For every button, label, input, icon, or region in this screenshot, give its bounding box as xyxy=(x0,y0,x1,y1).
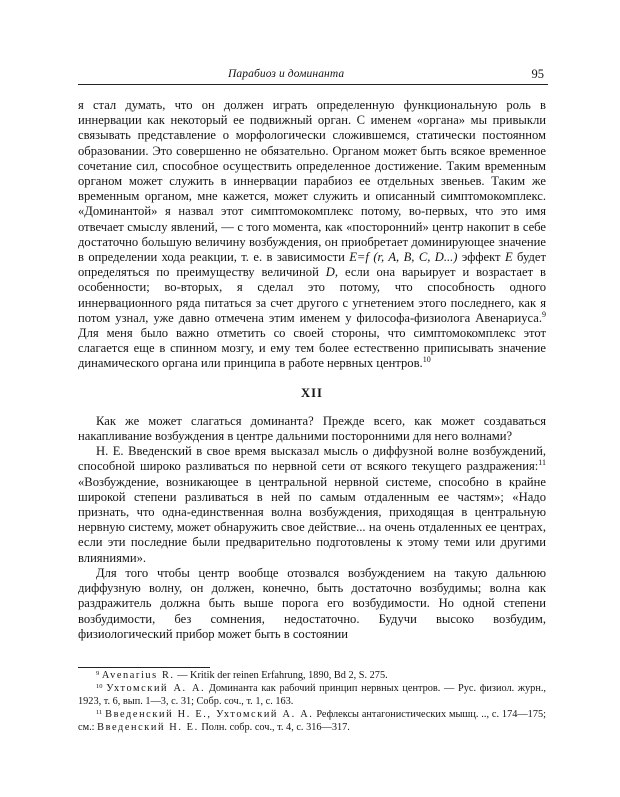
footnote-10 xyxy=(78,682,546,708)
footnote-text: Доминанта как рабочий принцип нервных центров. — Рус. физиол. журн., 1923, т. 6, вып. 1—3, с. 31; Собр. соч., т. 1, с. 163. xyxy=(78,683,546,707)
formula: E=f (r, A, B, C, D...) xyxy=(349,250,458,265)
footnote-11 xyxy=(78,708,546,734)
footnote-number: 9 xyxy=(96,670,100,677)
paragraph-text: Н. Е. Введенский в свое время высказал мысль о диффузной волне возбуждений, способной широко разливаться по нервной сети от всякого текущего раздражения: xyxy=(78,444,546,474)
footnote-ref-9[interactable]: 9 xyxy=(542,309,546,319)
page-number: 95 xyxy=(531,67,544,81)
footnote-text: — Kritik der reinen Erfahrung, 1890, Bd 2, S. 275. xyxy=(177,670,388,681)
paragraph: Как же может слагаться доминанта? Прежде всего, как может создаваться накапливание возбуждения в центре дальними посторонними для него волнами? xyxy=(78,413,546,444)
paragraph-text: «Возбуждение, возникающее в центральной нервной системе, способно в крайне широкой степени разливаться в ней по самым отдаленным ее частям»; «Надо признать, что одна-единственная волна возбуждения, приходящая в центральную нервную систему, может обнаружить свое действие... на очень отдаленных ее центрах, если эти последние были предварительно подготовлены к этому теми или другими влияниями». xyxy=(78,474,546,565)
paragraph: Для того чтобы центр вообще отозвался возбуждением на такую дальнюю диффузную волну, он должен, конечно, быть достаточно возбудимы; волна как раздражитель должна быть выше порога его возбудимости. Но одной степени возбудимости, без сомнения, недостаточно. Будучи высоко возбудим, физиологический прибор может быть в состоянии xyxy=(78,565,546,641)
main-text xyxy=(78,98,546,642)
footnotes xyxy=(78,669,546,734)
footnote-number: 11 xyxy=(96,709,103,716)
variable-d: D, xyxy=(325,265,339,280)
footnote-ref-10[interactable]: 10 xyxy=(422,355,431,365)
section-heading: XII xyxy=(301,385,323,400)
paragraph-text: эффект xyxy=(461,250,501,265)
footnote-divider xyxy=(78,667,210,668)
running-title: Парабиоз и доминанта xyxy=(228,68,345,80)
footnote-9 xyxy=(78,669,546,682)
footnote-ref-11[interactable]: 11 xyxy=(538,458,546,468)
footnote-author: Введенский Н. Е., Ухтомский А. А. xyxy=(105,709,314,720)
footnote-number: 10 xyxy=(96,683,103,690)
page-header xyxy=(78,66,548,85)
paragraph-text: я стал думать, что он должен играть определенную функциональную роль в иннервации как некоторый ее подвижный орган. С именем «органа» мы привыкли связывать представление о морфологически сложившемся, статически постоянном образовании. Это совершенно не обязательно. Органом может быть всякое временное сочетание сил, способное осуществить определенное достижение. Таким временным органом может служить в иннервации парабиоз ее отдельных звеньев. Таким же временным органом, мне кажется, может служить и описанный симптомокомплекс. «Доминантой» я назвал этот симптомокомплекс потому, во-первых, что это имя отвечает смыслу явлений, — с того момента, как «посторонний» центр накопит в себе достаточно большую величину возбуждения, он приобретает доминирующее значение в определении хода реакции, т. е. в зависимости xyxy=(78,98,546,265)
variable-e: E xyxy=(504,250,513,265)
footnote-author: Введенский Н. Е. xyxy=(97,722,199,733)
paragraph-text: будет определяться по преимуществу величиной xyxy=(78,250,546,280)
footnote-text: Рефлексы антагонистических мышц. .., с. 174—175; см.: xyxy=(78,709,546,733)
paragraph-text: Для меня было важно отметить со своей стороны, что симптомокомплекс этот слагается еще в спинном мозгу, и ему тем более естественно приписывать значение динамического органа или принципа в работе нервных центров. xyxy=(78,326,546,371)
paragraph-continuation xyxy=(78,98,546,372)
footnote-author: Ухтомский А. А. xyxy=(106,683,206,694)
paragraph xyxy=(78,444,546,566)
footnote-author: Avenarius R. xyxy=(101,670,175,681)
paragraph-text: если она варьирует и возрастает в особенности; во-вторых, я сделал это потому, что способность одного иннервационного ряда питаться за счет другого с угнетением этого последнего, как я потом узнал, уже давно отмечена этим именем у философа-физиолога Авенариуса. xyxy=(78,265,547,325)
footnote-text: Полн. собр. соч., т. 4, с. 316—317. xyxy=(201,722,350,733)
